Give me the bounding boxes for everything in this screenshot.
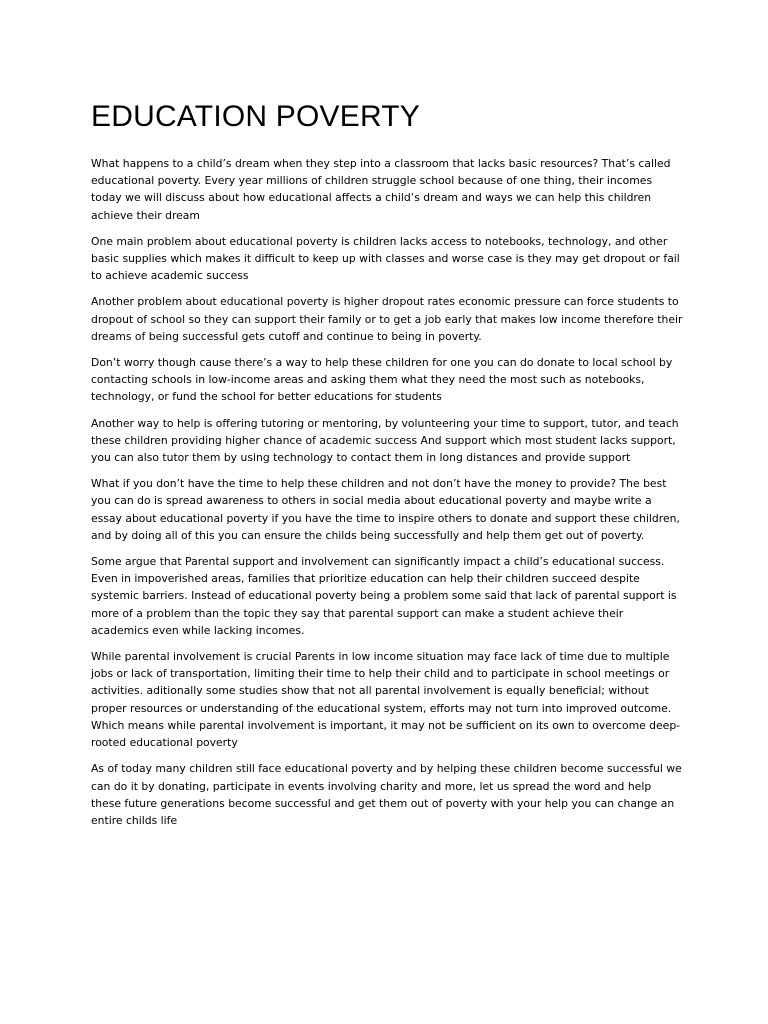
document-body (91, 97, 683, 838)
paragraph: Another way to help is offering tutoring or mentoring, by volunteering your time to support, tutor, and teach these children providing higher chance of academic success And support which most student lacks support, you can also tutor them by using technology to contact them in long distances and provide support (91, 416, 679, 465)
paragraph: What if you don’t have the time to help these children and not don’t have the money to provide? The best you can do is spread awareness to others in social media about educational poverty and maybe write a essay about educational poverty if you have the time to inspire others to donate and support these children, and by doing all of this you can ensure the childs being successfully and help them get out of poverty. (91, 477, 680, 542)
paragraph: While parental involvement is crucial Parents in low income situation may face lack of time due to multiple jobs or lack of transportation, limiting their time to help their child and to participate in school meetings or activities. aditionally some studies show that not all parental involvement is equally beneficial; without proper resources or understanding of the educational system, efforts may not turn into improved outcome. Which means while parental involvement is important, it may not be sufficient on its own to overcome deep-rooted educational poverty (91, 650, 681, 750)
document-title: EDUCATION POVERTY (91, 100, 421, 133)
paragraph: Don’t worry though cause there’s a way to help these children for one you can do donate to local school by contacting schools in low-income areas and asking them what they need the most such as notebooks, technology, or fund the school for better educations for students (91, 356, 673, 404)
paragraph: As of today many children still face educational poverty and by helping these children become successful we can do it by donating, participate in events involving charity and more, let us spread the word and help these future generations become successful and get them out of poverty with your help you can change an entire childs life (91, 762, 682, 827)
paragraph: Some argue that Parental support and involvement can significantly impact a child’s educational success. Even in impoverished areas, families that prioritize education can help their children succeed despite systemic barriers. Instead of educational poverty being a problem some said that lack of parental support is more of a problem than the topic they say that parental support can make a student achieve their academics even while lacking incomes. (91, 555, 677, 637)
paragraph: One main problem about educational poverty is children lacks access to notebooks, technology, and other basic supplies which makes it difficult to keep up with classes and worse case is they may get dropout or fail to achieve academic success (91, 234, 680, 283)
paragraph: What happens to a child’s dream when they step into a classroom that lacks basic resources? That’s called educational poverty. Every year millions of children struggle school because of one thing, their incomes today we will discuss about how educational affects a child’s dream and ways we can help this children achieve their dream (91, 157, 671, 222)
paragraph: Another problem about educational poverty is higher dropout rates economic pressure can force students to dropout of school so they can support their family or to get a job early that makes low income therefore their dreams of being successful gets cutoff and continue to being in poverty. (91, 295, 683, 343)
